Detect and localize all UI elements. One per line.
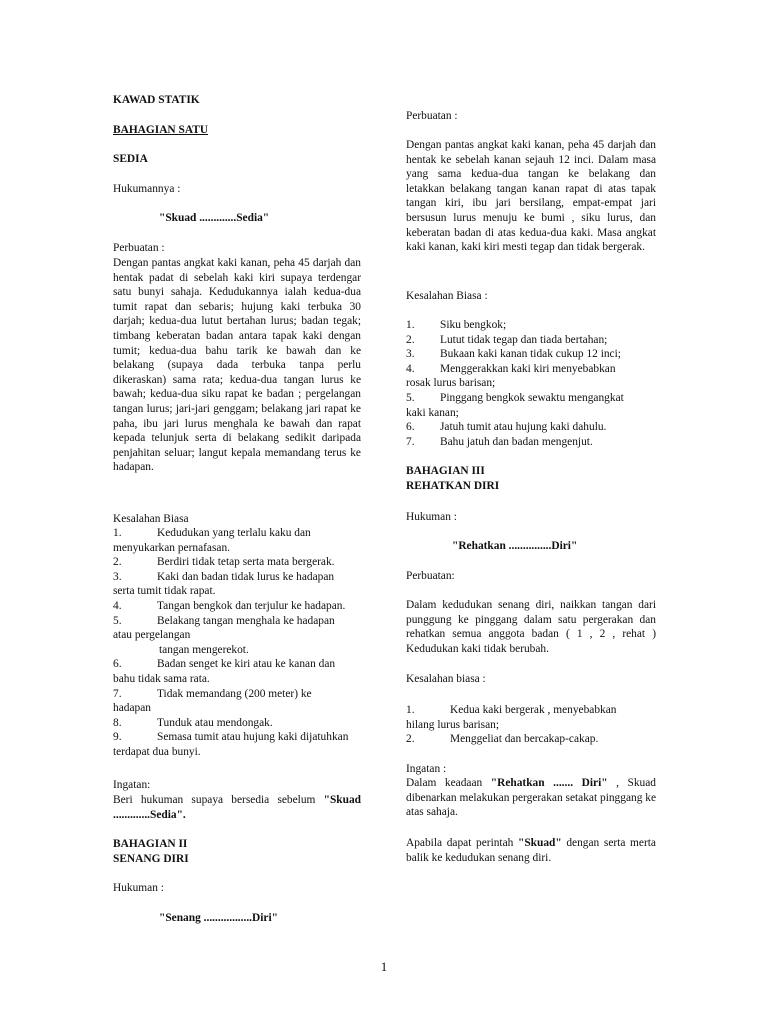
perbuatan-paragraph-right: Dengan pantas angkat kaki kanan, peha 45 darjah dan hentak ke sebelah kanan sejauh 12 inci. Dalam masa yang sama kedua-dua tangan ke belakang dan letakkan belakang tangan kanan rapat di atas tapak tangan kiri, ibu jari bersilang, empat-empat jari bersusun lurus menuju ke bumi , siku lurus, dan keberatan badan di atas kedua-dua kaki. Masa angkat kaki kanan, kaki kiri mesti tegap dan tidak bergerak. <box>406 139 656 254</box>
list-item <box>113 687 361 716</box>
hukuman-label: Hukumannya : <box>113 183 181 195</box>
list-item-continuation: serta tumit tidak rapat. <box>113 585 216 598</box>
error-list-2 <box>406 703 656 747</box>
list-item-text: Menggeliat dan bercakap-cakap. <box>450 733 599 746</box>
ingatan-label: Ingatan: <box>113 779 151 791</box>
list-item-text: Kaki dan badan tidak lurus ke hadapan <box>157 570 335 583</box>
ingatan-command-right: "Rehatkan ....... Diri" <box>490 777 608 789</box>
list-item-line <box>113 687 361 702</box>
list-item-number: 3. <box>406 348 415 361</box>
section-heading-3: BAHAGIAN III <box>406 465 485 477</box>
list-item-text: Siku bengkok; <box>440 319 507 331</box>
list-item-text: Kedua kaki bergerak , menyebabkan <box>450 704 617 716</box>
list-item <box>113 555 361 570</box>
list-item-continuation: hadapan <box>113 702 151 715</box>
list-item <box>406 435 656 450</box>
list-item-text: Tunduk atau mendongak. <box>157 716 273 729</box>
list-item-number: 5. <box>406 391 415 404</box>
list-item-line <box>113 643 361 658</box>
page-number: 1 <box>380 959 388 974</box>
list-item <box>113 643 361 658</box>
list-item-continuation: terdapat dua bunyi. <box>113 745 201 758</box>
list-item-text: Jatuh tumit atau hujung kaki dahulu. <box>440 421 607 434</box>
list-item-line <box>406 703 656 718</box>
list-item-text: Berdiri tidak tetap serta mata bergerak. <box>157 556 335 569</box>
list-item <box>406 732 656 747</box>
list-item-number: 9. <box>113 731 122 744</box>
kesalahan-label-right: Kesalahan Biasa : <box>406 290 488 302</box>
perbuatan-paragraph: Dengan pantas angkat kaki kanan, peha 45 darjah dan hentak padat di sebelah kaki kiri supaya terdengar satu bunyi sahaja. Kedudukannya ialah kedua-dua tumit rapat dan sebaris; hujung kaki terbuka 30 darjah; kedua-dua lutut bertahan lurus; badan tegak; timbang keberatan badan antara tapak kaki dengan tumit; kedua-dua bahu tarik ke bawah dan ke belakang (supaya dada terbuka tanpa perlu dikeraskan) sama rata; kedua-dua tangan lurus ke bawah; kedua-dua siku rapat ke badan ; pergelangan tangan lurus; jari-jari genggam; belakang jari rapat ke paha, ibu jari lurus menghala ke bawah dan rapat kepada telunjuk serta di belakang sedikit daripada penjahitan seluar; langut kepala memandang terus ke hadapan. <box>113 257 361 474</box>
list-item-line <box>113 716 361 731</box>
list-item-number: 1. <box>406 704 415 716</box>
perbuatan-label: Perbuatan : <box>113 242 165 254</box>
list-item-number: 8. <box>113 716 122 729</box>
list-item-continuation: bahu tidak sama rata. <box>113 672 210 685</box>
list-item <box>113 526 361 555</box>
list-item <box>406 703 656 732</box>
subsection-heading-rehatkan-diri: REHATKAN DIRI <box>406 480 500 492</box>
ingatan-text: Beri hukuman supaya bersedia sebelum <box>113 794 316 806</box>
kesalahan-label: Kesalahan Biasa <box>113 513 189 525</box>
list-item-number: 1. <box>406 319 415 331</box>
apabila-paragraph <box>406 836 656 865</box>
list-item <box>113 570 361 599</box>
list-item-continuation: hilang lurus barisan; <box>406 718 500 731</box>
ingatan-post: , Skuad dibenarkan melakukan pergerakan setakat pinggang ke atas sahaja. <box>406 777 656 819</box>
list-item-number: 6. <box>406 421 415 434</box>
list-item-line <box>113 599 361 614</box>
list-item <box>406 362 656 391</box>
section-heading-1: BAHAGIAN SATU <box>113 124 209 136</box>
list-item-line <box>113 570 361 585</box>
list-item-line <box>406 391 656 406</box>
ingatan-paragraph <box>113 793 361 822</box>
perbuatan-label-2: Perbuatan: <box>406 570 455 582</box>
list-item-line <box>406 435 656 450</box>
kesalahan-label-2: Kesalahan biasa : <box>406 673 486 685</box>
list-item-number: 4. <box>113 599 122 612</box>
command-rehatkan-diri: "Rehatkan ...............Diri" <box>452 540 578 552</box>
list-item-text: tangan mengerekot. <box>159 643 249 656</box>
list-item-text: Bahu jatuh dan badan mengenjut. <box>440 435 593 448</box>
apabila-command: "Skuad" <box>518 837 562 849</box>
list-item-number: 2. <box>406 733 415 746</box>
list-item-line <box>113 730 361 745</box>
command-sedia: "Skuad .............Sedia" <box>159 212 270 224</box>
list-item-number: 2. <box>113 556 122 569</box>
list-item-number: 3. <box>113 570 122 583</box>
list-item <box>113 599 361 614</box>
document-title: KAWAD STATIK <box>113 94 200 106</box>
list-item-text: Kedudukan yang terlalu kaku dan <box>157 527 311 539</box>
list-item-line <box>406 420 656 435</box>
hukuman-label-right: Hukuman : <box>406 511 457 523</box>
list-item-line <box>406 318 656 333</box>
list-item-continuation: menyukarkan pernafasan. <box>113 541 231 554</box>
list-item-text: Lutut tidak tegap dan tiada bertahan; <box>440 333 608 346</box>
list-item-number: 6. <box>113 658 122 671</box>
subsection-heading-sedia: SEDIA <box>113 153 148 165</box>
ingatan-label-right: Ingatan : <box>406 763 447 775</box>
list-item-line <box>113 657 361 672</box>
list-item <box>113 614 361 643</box>
list-item-continuation: atau pergelangan <box>113 629 191 642</box>
list-item-number: 4. <box>406 362 415 375</box>
list-item-number: 1. <box>113 527 122 539</box>
perbuatan-paragraph-2: Dalam kedudukan senang diri, naikkan tangan dari punggung ke pinggang dalam satu pergerakan dan rehatkan semua anggota badan ( 1 , 2 , rehat ) Kedudukan kaki tidak berubah. <box>406 599 656 655</box>
list-item-text: Pinggang bengkok sewaktu mengangkat <box>440 391 624 404</box>
ingatan-pre: Dalam keadaan <box>406 777 483 789</box>
list-item <box>406 347 656 362</box>
list-item-text: Badan senget ke kiri atau ke kanan dan <box>157 658 336 671</box>
list-item-line <box>406 333 656 348</box>
apabila-post: dengan serta merta balik ke kedudukan senang diri. <box>406 837 656 864</box>
list-item-text: Menggerakkan kaki kiri menyebabkan <box>440 362 616 375</box>
list-item-continuation: kaki kanan; <box>406 406 459 419</box>
list-item-number: 7. <box>113 687 122 700</box>
hukuman-label-2: Hukuman : <box>113 882 164 894</box>
list-item-continuation: rosak lurus barisan; <box>406 377 496 390</box>
apabila-pre: Apabila dapat perintah <box>406 837 514 849</box>
list-item <box>113 657 361 686</box>
subsection-heading-senang-diri: SENANG DIRI <box>113 853 189 865</box>
list-item-text: Belakang tangan menghala ke hadapan <box>157 614 335 627</box>
list-item-number: 7. <box>406 435 415 448</box>
list-item-line <box>113 555 361 570</box>
list-item <box>406 333 656 348</box>
list-item-line <box>113 614 361 629</box>
list-item <box>113 716 361 731</box>
list-item <box>406 420 656 435</box>
list-item <box>406 391 656 420</box>
section-heading-2: BAHAGIAN II <box>113 838 188 850</box>
list-item <box>113 730 361 759</box>
list-item-line <box>406 732 656 747</box>
command-senang-diri: "Senang .................Diri" <box>159 912 278 924</box>
error-list <box>113 526 361 760</box>
list-item <box>406 318 656 333</box>
list-item-number: 2. <box>406 333 415 346</box>
list-item-text: Tidak memandang (200 meter) ke <box>157 687 312 700</box>
list-item-text: Semasa tumit atau hujung kaki dijatuhkan <box>157 731 349 744</box>
list-item-line <box>406 362 656 377</box>
error-list-right <box>406 318 656 449</box>
list-item-text: Bukaan kaki kanan tidak cukup 12 inci; <box>440 348 621 361</box>
perbuatan-label-right: Perbuatan : <box>406 110 458 122</box>
ingatan-command: "Skuad .............Sedia". <box>113 794 361 821</box>
list-item-text: Tangan bengkok dan terjulur ke hadapan. <box>157 599 346 612</box>
list-item-number: 5. <box>113 614 122 627</box>
list-item-line <box>406 347 656 362</box>
list-item-line <box>113 526 361 541</box>
ingatan-paragraph-right <box>406 776 656 820</box>
